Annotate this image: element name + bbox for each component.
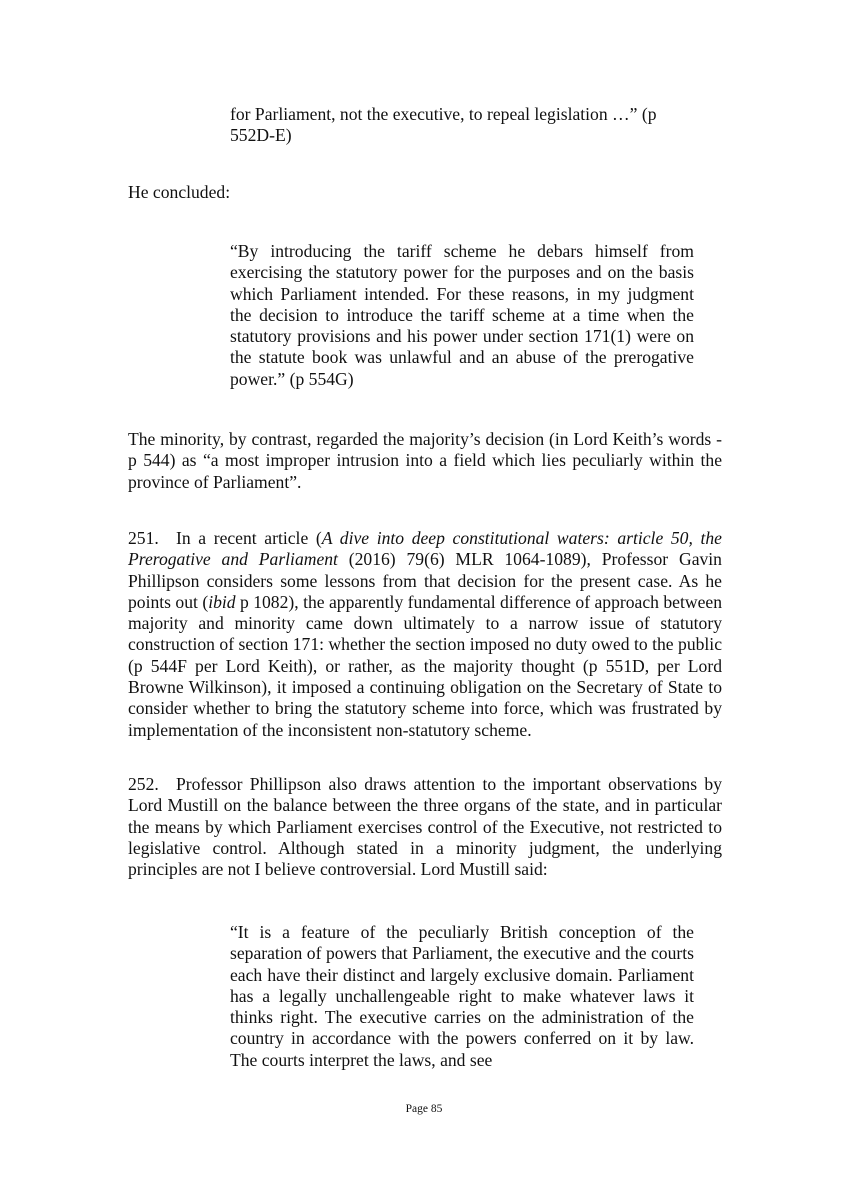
page-number-footer: Page 85 xyxy=(405,1103,443,1115)
paragraph-251-text-a: In a recent article ( xyxy=(176,528,322,548)
paragraph-252-text: Professor Phillipson also draws attention to the important observations by Lord Mustill on the balance between the three organs of the state, and in particular the means by which Parliament exercises control of the Executive, not restricted to legislative control. Although stated in a minority judgment, the underlying principles are not I believe controversial. Lord Mustill said: xyxy=(128,774,722,880)
quote-continuation-line-1: for Parliament, not the executive, to repeal legislation …” (p xyxy=(230,104,657,124)
minority-paragraph: The minority, by contrast, regarded the majority’s decision (in Lord Keith’s words - p 544) as “a most improper intrusion into a field which lies peculiarly within the province of Parliament”. xyxy=(128,429,722,492)
block-quote-tariff-scheme: “By introducing the tariff scheme he debars himself from exercising the statutory power for the purposes and on the basis which Parliament intended. For these reasons, in my judgment the decision to introduce the tariff scheme at a time when the statutory provisions and his power under section 171(1) were on the statute book was unlawful and an abuse of the prerogative power.” (p 554G) xyxy=(230,241,694,389)
paragraph-251 xyxy=(128,528,722,741)
article-title: A dive into deep constitutional waters: article 50, the Prerogative and Parliament xyxy=(128,528,722,570)
he-concluded-text: He concluded: xyxy=(128,182,231,202)
paragraph-252 xyxy=(128,774,722,880)
block-quote-lord-mustill: “It is a feature of the peculiarly British conception of the separation of powers that Parliament, the executive and the courts each have their distinct and largely exclusive domain. Parliament has a legally unchallengeable right to make whatever laws it thinks right. The executive carries on the administration of the country in accordance with the powers conferred on it by law. The courts interpret the laws, and see xyxy=(230,922,694,1070)
paragraph-252-number: 252. xyxy=(128,774,159,794)
quote-continuation-line-2: 552D-E) xyxy=(230,125,292,146)
quote-continuation xyxy=(230,104,694,147)
paragraph-251-text-b: (2016) 79(6) MLR 1064-1089), Professor Gavin Phillipson considers some lessons from that decision for the present case. As he points out ( xyxy=(128,549,722,612)
paragraph-251-text-c: p 1082), the apparently fundamental difference of approach between majority and minority came down ultimately to a narrow issue of statutory construction of section 171: whether the section imposed no duty owed to the public (p 544F per Lord Keith), or rather, as the majority thought (p 551D, per Lord Browne Wilkinson), it imposed a continuing obligation on the Secretary of State to consider whether to bring the statutory scheme into force, which was frustrated by implementation of the inconsistent non-statutory scheme. xyxy=(128,591,722,740)
paragraph-251-number: 251. xyxy=(128,528,159,548)
ibid-reference: ibid xyxy=(208,591,236,612)
